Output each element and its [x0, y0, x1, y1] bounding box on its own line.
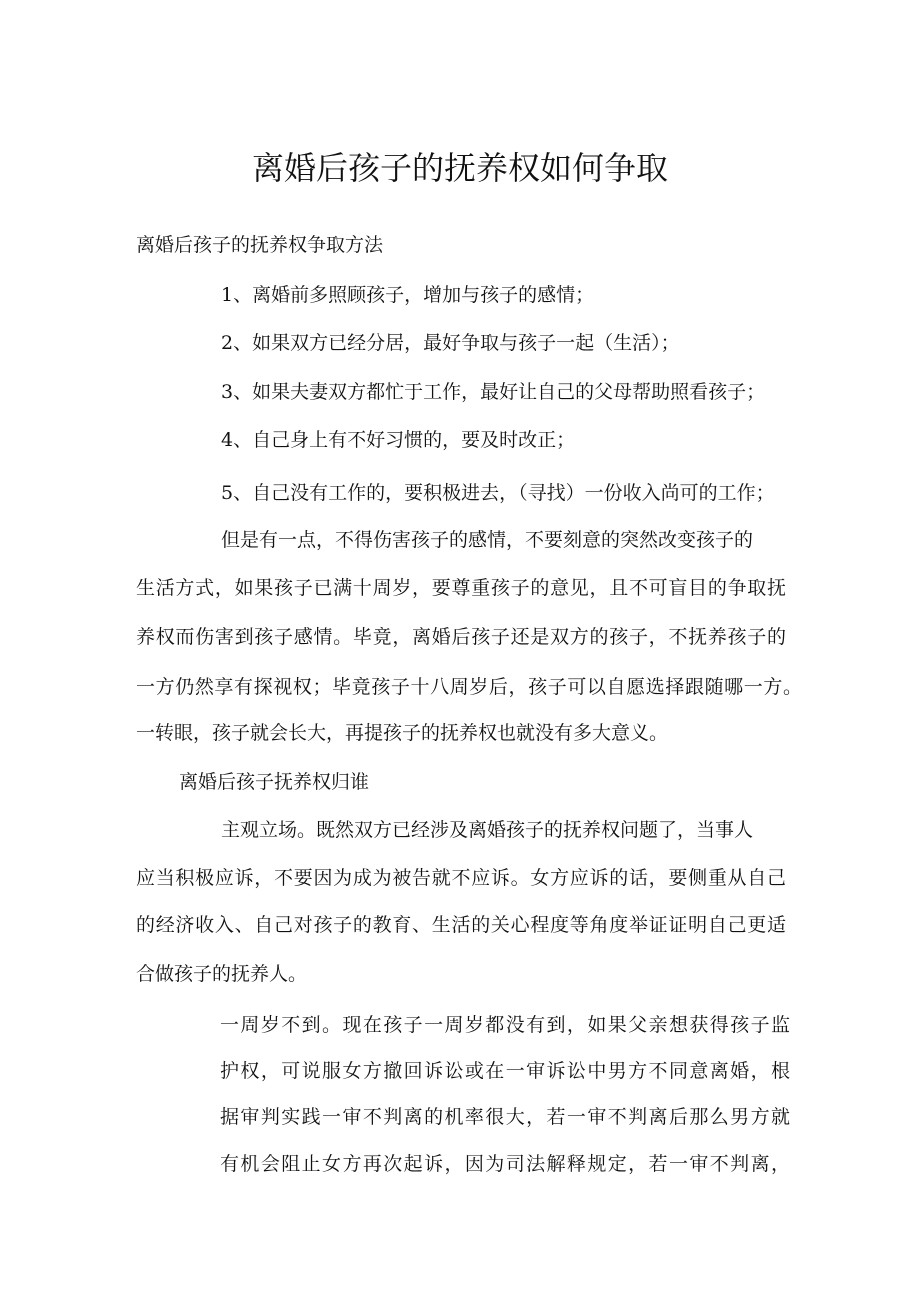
list-item: 1、离婚前多照顾孩子，增加与孩子的感情； [221, 284, 595, 306]
list-item: 3、如果夫妻双方都忙于工作，最好让自己的父母帮助照看孩子； [221, 381, 766, 403]
paragraph-line: 据审判实践一审不判离的机率很大，若一审不判离后那么男方就 [220, 1106, 790, 1128]
section-heading-custody: 离婚后孩子抚养权归谁 [179, 771, 370, 793]
paragraph-line: 生活方式，如果孩子已满十周岁，要尊重孩子的意见，且不可盲目的争取抚 [136, 577, 786, 599]
paragraph-line: 一方仍然享有探视权；毕竟孩子十八周岁后，孩子可以自愿选择跟随哪一方。 [136, 676, 802, 698]
list-item: 4、自己身上有不好习惯的，要及时改正； [221, 429, 576, 451]
paragraph-line: 有机会阻止女方再次起诉，因为司法解释规定，若一审不判离， [220, 1153, 790, 1175]
paragraph-line: 一周岁不到。现在孩子一周岁都没有到，如果父亲想获得孩子监 [220, 1014, 790, 1036]
paragraph-line: 应当积极应诉，不要因为成为被告就不应诉。女方应诉的话，要侧重从自己 [136, 867, 786, 889]
paragraph-line: 但是有一点，不得伤害孩子的感情，不要刻意的突然改变孩子的 [221, 529, 754, 551]
paragraph-line: 养权而伤害到孩子感情。毕竟，离婚后孩子还是双方的孩子，不抚养孩子的 [136, 626, 786, 648]
list-item: 5、自己没有工作的，要积极进去，（寻找）一份收入尚可的工作； [221, 482, 775, 504]
paragraph-line: 一转眼，孩子就会长大，再提孩子的抚养权也就没有多大意义。 [136, 722, 669, 744]
paragraph-line: 的经济收入、自己对孩子的教育、生活的关心程度等角度举证证明自己更适 [136, 914, 786, 936]
document-title: 离婚后孩子的抚养权如何争取 [251, 149, 668, 187]
paragraph-line: 护权，可说服女方撤回诉讼或在一审诉讼中男方不同意离婚，根 [220, 1060, 790, 1082]
paragraph-line: 主观立场。既然双方已经涉及离婚孩子的抚养权问题了，当事人 [221, 819, 754, 841]
section-heading-methods: 离婚后孩子的抚养权争取方法 [136, 234, 384, 256]
paragraph-line: 合做孩子的抚养人。 [136, 963, 308, 985]
list-item: 2、如果双方已经分居，最好争取与孩子一起（生活）； [221, 332, 680, 354]
